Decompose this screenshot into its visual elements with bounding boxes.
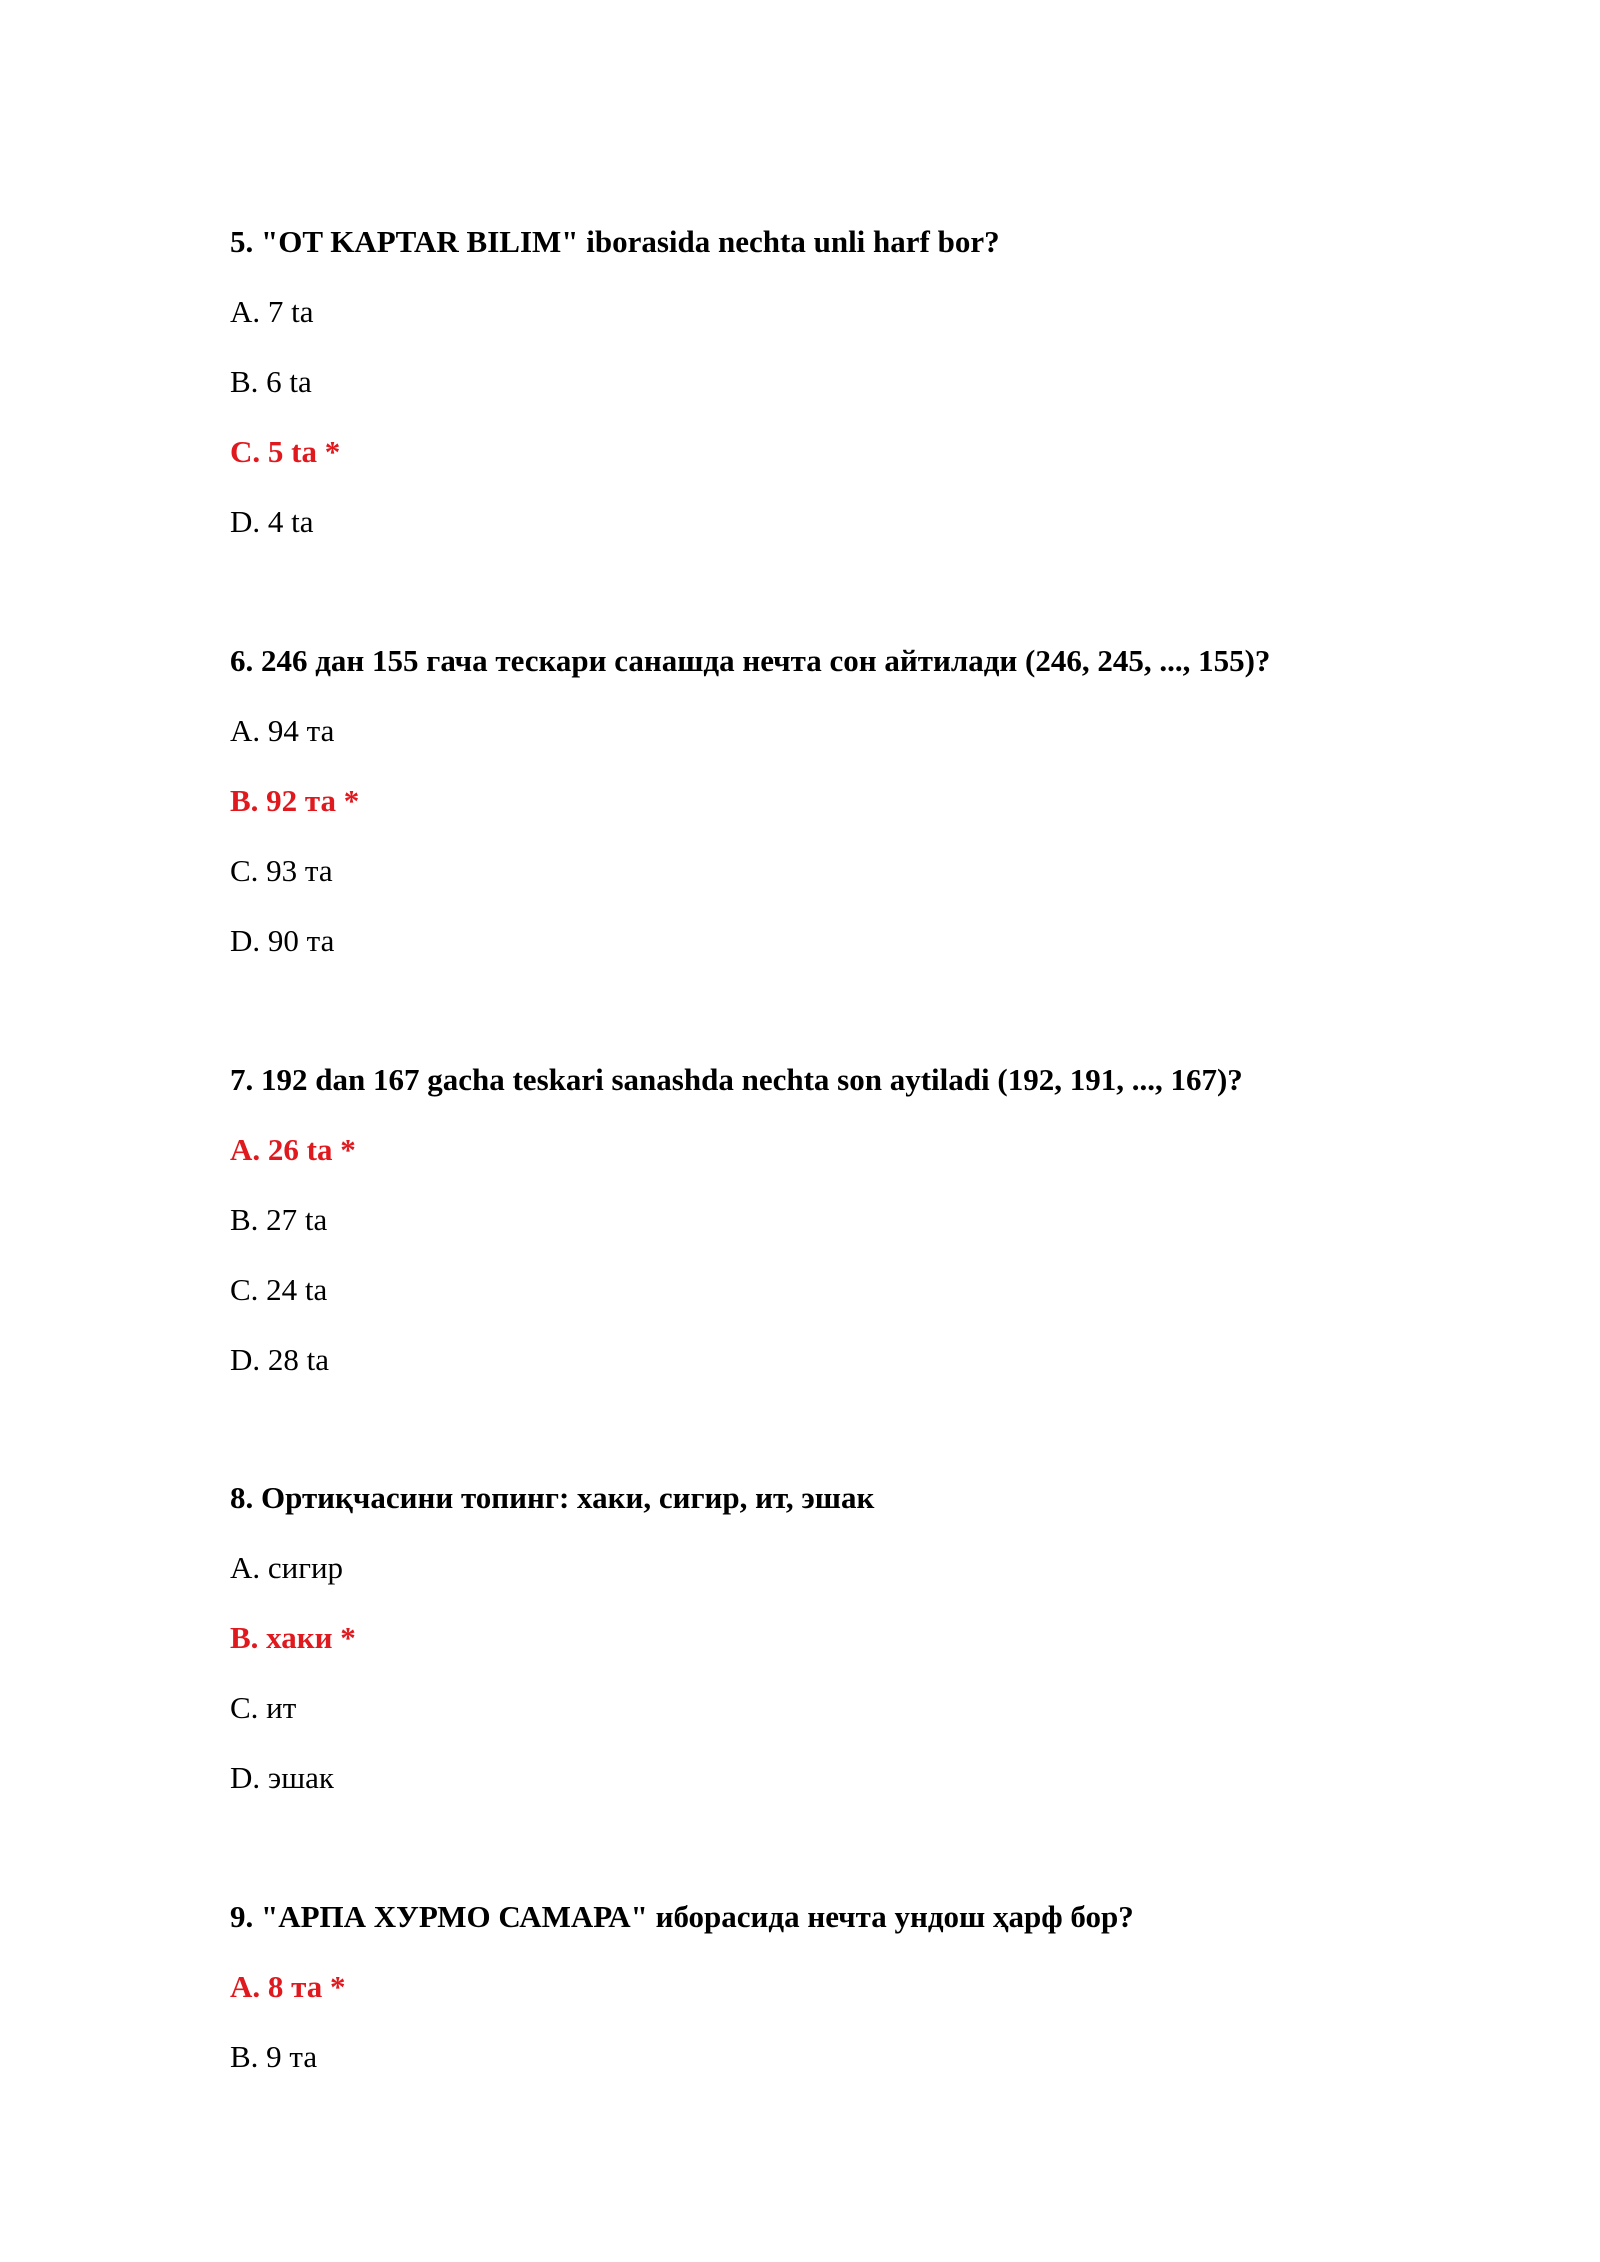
option-b: B. 9 та bbox=[230, 2039, 318, 2074]
option-b: B. 6 ta bbox=[230, 364, 312, 399]
option-b-correct: B. 92 та * bbox=[230, 783, 360, 818]
option-c-correct: C. 5 ta * bbox=[230, 434, 341, 469]
option-a-correct: A. 8 та * bbox=[230, 1969, 346, 2004]
question-text: 9. "АРПА ХУРМО САМАРА" иборасида нечта ундош ҳарф бор? bbox=[230, 1899, 1134, 1934]
question-5 bbox=[230, 222, 1430, 542]
option-a: A. сигир bbox=[230, 1550, 344, 1585]
option-b-correct: B. хаки * bbox=[230, 1620, 356, 1655]
question-9 bbox=[230, 1897, 1430, 2077]
question-7 bbox=[230, 1060, 1430, 1380]
option-c: C. 93 та bbox=[230, 853, 333, 888]
question-text: 8. Ортиқчасини топинг: хаки, сигир, ит, эшак bbox=[230, 1480, 875, 1515]
question-8 bbox=[230, 1478, 1430, 1798]
option-c: C. ит bbox=[230, 1690, 297, 1725]
question-6 bbox=[230, 641, 1430, 961]
option-d: D. эшак bbox=[230, 1760, 334, 1795]
question-text: 6. 246 дан 155 гача тескари санашда нечта сон айтилади (246, 245, ..., 155)? bbox=[230, 643, 1271, 678]
question-text: 5. "OT KAPTAR BILIM" iborasida nechta unli harf bor? bbox=[230, 224, 1000, 259]
option-a: A. 7 ta bbox=[230, 294, 314, 329]
option-a: A. 94 та bbox=[230, 713, 335, 748]
option-b: B. 27 ta bbox=[230, 1202, 328, 1237]
option-c: C. 24 ta bbox=[230, 1272, 328, 1307]
option-d: D. 4 ta bbox=[230, 504, 314, 539]
option-d: D. 28 ta bbox=[230, 1342, 330, 1377]
option-d: D. 90 та bbox=[230, 923, 335, 958]
option-a-correct: A. 26 ta * bbox=[230, 1132, 356, 1167]
question-text: 7. 192 dan 167 gacha teskari sanashda nechta son aytiladi (192, 191, ..., 167)? bbox=[230, 1062, 1243, 1097]
